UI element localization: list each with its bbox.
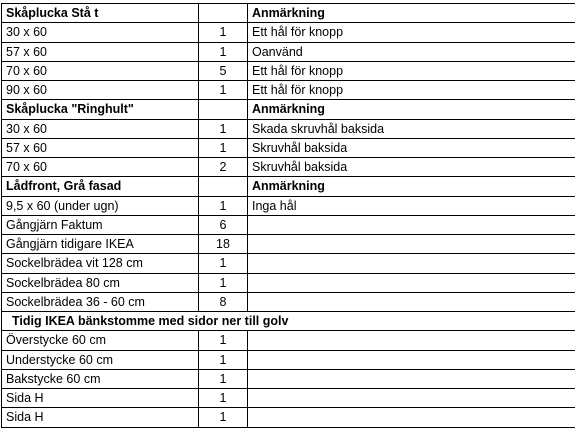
qty-cell: 1 (199, 196, 248, 215)
note-header: Anmärkning (248, 177, 575, 196)
table-row (2, 408, 575, 427)
note-cell (248, 331, 575, 350)
table-row (2, 292, 575, 311)
qty-cell: 1 (199, 408, 248, 427)
note-cell: Skruvhål baksida (248, 158, 575, 177)
qty-header-cell (199, 4, 248, 23)
item-cell: Gångjärn Faktum (2, 215, 199, 234)
qty-cell: 1 (199, 81, 248, 100)
note-cell (248, 215, 575, 234)
item-cell: Bakstycke 60 cm (2, 369, 199, 388)
qty-cell: 1 (199, 42, 248, 61)
section-title: Skåplucka Stå t (2, 4, 199, 23)
item-cell: Understycke 60 cm (2, 350, 199, 369)
section-title: Lådfront, Grå fasad (2, 177, 199, 196)
qty-cell: 1 (199, 369, 248, 388)
table-row (2, 350, 575, 369)
note-cell: Inga hål (248, 196, 575, 215)
table-row (2, 196, 575, 215)
item-cell: 90 x 60 (2, 81, 199, 100)
note-cell (248, 292, 575, 311)
note-cell (248, 273, 575, 292)
note-cell (248, 389, 575, 408)
qty-cell: 6 (199, 215, 248, 234)
qty-cell: 1 (199, 389, 248, 408)
section-header-row (2, 100, 575, 119)
item-cell: 57 x 60 (2, 138, 199, 157)
item-cell: Sida H (2, 408, 199, 427)
qty-cell: 1 (199, 331, 248, 350)
item-cell: Sockelbrädea 80 cm (2, 273, 199, 292)
section-header-row (2, 4, 575, 23)
note-cell: Skada skruvhål baksida (248, 119, 575, 138)
item-cell: 30 x 60 (2, 119, 199, 138)
note-cell: Oanvänd (248, 42, 575, 61)
table-row (2, 254, 575, 273)
table-row (2, 215, 575, 234)
qty-cell: 1 (199, 138, 248, 157)
qty-cell: 1 (199, 119, 248, 138)
qty-cell: 1 (199, 23, 248, 42)
table-row (2, 119, 575, 138)
item-cell: 70 x 60 (2, 61, 199, 80)
table-row (2, 369, 575, 388)
note-cell: Ett hål för knopp (248, 61, 575, 80)
item-cell: 30 x 60 (2, 23, 199, 42)
table-row (2, 331, 575, 350)
table-row (2, 81, 575, 100)
table-row (2, 23, 575, 42)
note-cell (248, 408, 575, 427)
section-title: Skåplucka "Ringhult" (2, 100, 199, 119)
table-row (2, 273, 575, 292)
qty-header-cell (199, 100, 248, 119)
section-header-row (2, 177, 575, 196)
note-cell (248, 350, 575, 369)
qty-header-cell (199, 177, 248, 196)
item-cell: Överstycke 60 cm (2, 331, 199, 350)
item-cell: 57 x 60 (2, 42, 199, 61)
note-cell: Skruvhål baksida (248, 138, 575, 157)
qty-cell: 2 (199, 158, 248, 177)
item-cell: 9,5 x 60 (under ugn) (2, 196, 199, 215)
qty-cell: 1 (199, 350, 248, 369)
item-cell: Sida H (2, 389, 199, 408)
item-cell: 70 x 60 (2, 158, 199, 177)
qty-cell: 5 (199, 61, 248, 80)
table-row (2, 158, 575, 177)
table-row (2, 235, 575, 254)
qty-cell: 8 (199, 292, 248, 311)
table-row (2, 61, 575, 80)
table-body (2, 4, 575, 428)
qty-cell: 1 (199, 254, 248, 273)
item-cell: Sockelbrädea vit 128 cm (2, 254, 199, 273)
qty-cell: 1 (199, 273, 248, 292)
note-header: Anmärkning (248, 4, 575, 23)
note-cell: Ett hål för knopp (248, 81, 575, 100)
inventory-table (1, 3, 575, 428)
item-cell: Sockelbrädea 36 - 60 cm (2, 292, 199, 311)
note-header: Anmärkning (248, 100, 575, 119)
bench-section-title: Tidig IKEA bänkstomme med sidor ner till golv (2, 312, 575, 331)
note-cell (248, 235, 575, 254)
table-row (2, 42, 575, 61)
table-row (2, 389, 575, 408)
note-cell: Ett hål för knopp (248, 23, 575, 42)
bench-header-row (2, 312, 575, 331)
note-cell (248, 369, 575, 388)
qty-cell: 18 (199, 235, 248, 254)
item-cell: Gångjärn tidigare IKEA (2, 235, 199, 254)
table-row (2, 138, 575, 157)
note-cell (248, 254, 575, 273)
